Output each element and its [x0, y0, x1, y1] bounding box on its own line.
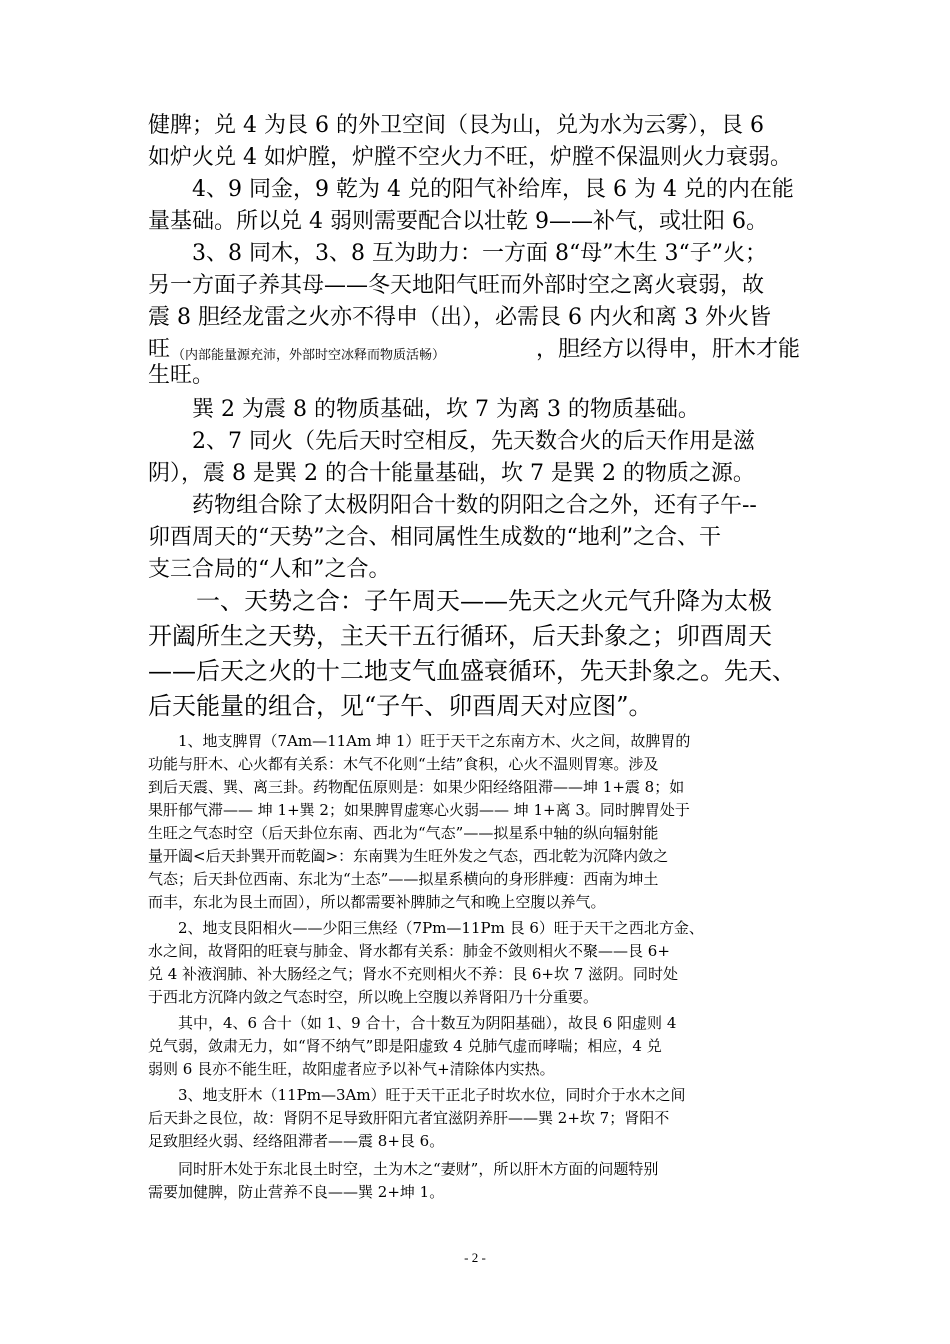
text-line-s9: 2、地支艮阳相火——少阳三焦经（7Pm—11Pm 艮 6）旺于天干之西北方金、	[178, 919, 704, 937]
text-line-s20: 需要加健脾，防止营养不良——巽 2+坤 1。	[148, 1183, 445, 1201]
text-line-l6: 另一方面子养其母——冬天地阳气旺而外部时空之离火衰弱，故	[148, 273, 765, 298]
text-line-l5: 3、8 同木，3、8 互为助力：一方面 8“母”木生 3“子”火；	[192, 241, 767, 266]
text-line-s8: 而丰，东北为艮土而固），所以都需要补脾肺之气和晚上空腹以养气。	[148, 893, 606, 911]
text-line-s6: 量开阖<后天卦巽开而乾阖>：东南巽为生旺外发之气态，西北乾为沉降内敛之	[148, 847, 669, 865]
text-line-s18: 足致胆经火弱、经络阻滞者——震 8+艮 6。	[148, 1132, 445, 1150]
text-line-s7: 气态；后天卦位西南、东北为“土态”——拟星系横向的身形胖瘦：西南为坤土	[148, 870, 659, 888]
text-line-l9: 生旺。	[148, 363, 215, 388]
page-number: - 2 -	[464, 1250, 486, 1265]
text-line-s11: 兑 4 补液润肺、补大肠经之气；肾水不充则相火不养：艮 6+坎 7 滋阴。同时处	[148, 965, 679, 983]
text-line-l15: 支三合局的“人和”之合。	[148, 557, 391, 582]
text-line-l18: ——后天之火的十二地支气血盛衰循环，先天卦象之。先天、	[148, 657, 796, 685]
text-line-l2: 如炉火兑 4 如炉膛，炉膛不空火力不旺，炉膛不保温则火力衰弱。	[148, 145, 792, 170]
text-line-l7: 震 8 胆经龙雷之火亦不得申（出），必需艮 6 内火和离 3 外火皆	[148, 305, 771, 330]
text-line-s12: 于西北方沉降内敛之气态时空，所以晚上空腹以养肾阳乃十分重要。	[148, 988, 599, 1006]
text-line-l3: 4、9 同金，9 乾为 4 兑的阳气补给库，艮 6 为 4 兑的内在能	[192, 177, 794, 202]
text-line-l17: 开阖所生之天势，主天干五行循环，后天卦象之；卯酉周天	[148, 622, 772, 650]
text-line-s10: 水之间，故肾阳的旺衰与肺金、肾水都有关系：肺金不敛则相火不聚——艮 6+	[148, 942, 670, 960]
text-line-s13: 其中，4、6 合十（如 1、9 合十，合十数互为阴阳基础），故艮 6 阳虚则 4	[178, 1014, 677, 1032]
text-line-l8c: ，胆经方以得申，肝木才能	[536, 337, 801, 362]
text-line-l4: 量基础。所以兑 4 弱则需要配合以壮乾 9——补气，或壮阳 6。	[148, 209, 768, 234]
text-line-s17: 后天卦之艮位，故：肾阴不足导致肝阳亢者宜滋阴养肝——巽 2+坎 7；肾阳不	[148, 1109, 670, 1127]
text-line-l11: 2、7 同火（先后天时空相反，先天数合火的后天作用是滋	[192, 429, 755, 454]
text-line-s4: 果肝郁气滞—— 坤 1+巽 2；如果脾胃虚寒心火弱—— 坤 1+离 3。同时脾胃处于	[148, 801, 690, 819]
text-line-l8a: 旺	[148, 337, 171, 362]
text-line-s1: 1、地支脾胃（7Am—11Am 坤 1）旺于天干之东南方木、火之间，故脾胃的	[178, 732, 691, 750]
text-line-l8b: （内部能量源充沛，外部时空冰释而物质活畅）	[172, 348, 446, 363]
text-line-l12: 阴），震 8 是巽 2 的合十能量基础，坎 7 是巽 2 的物质之源。	[148, 461, 755, 486]
text-line-l14: 卯酉周天的“天势”之合、相同属性生成数的“地利”之合、干	[148, 525, 721, 550]
text-line-s2: 功能与肝木、心火都有关系：木气不化则“土结”食积，心火不温则胃寒。涉及	[148, 755, 659, 773]
text-line-l13: 药物组合除了太极阴阳合十数的阴阳之合之外，还有子午--	[192, 493, 757, 518]
text-line-l10: 巽 2 为震 8 的物质基础，坎 7 为离 3 的物质基础。	[192, 397, 700, 422]
text-line-l1: 健脾；兑 4 为艮 6 的外卫空间（艮为山，兑为水为云雾），艮 6	[148, 113, 764, 138]
text-line-s3: 到后天震、巽、离三卦。药物配伍原则是：如果少阳经络阻滞——坤 1+震 8；如	[148, 778, 685, 796]
text-line-s19: 同时肝木处于东北艮土时空，土为木之“妻财”，所以肝木方面的问题特别	[178, 1160, 659, 1178]
text-line-s14: 兑气弱，敛肃无力，如“肾不纳气”即是阳虚致 4 兑肺气虚而哮喘；相应，4 兑	[148, 1037, 662, 1055]
text-line-l19: 后天能量的组合，见“子午、卯酉周天对应图”。	[148, 692, 653, 720]
text-line-s16: 3、地支肝木（11Pm—3Am）旺于天干正北子时坎水位，同时介于水木之间	[178, 1086, 686, 1104]
text-line-s5: 生旺之气态时空（后天卦位东南、西北为“气态”——拟星系中轴的纵向辐射能	[148, 824, 659, 842]
text-line-l16: 一、天势之合：子午周天——先天之火元气升降为太极	[196, 587, 772, 615]
text-line-s15: 弱则 6 艮亦不能生旺，故阳虚者应予以补气+清除体内实热。	[148, 1060, 555, 1078]
